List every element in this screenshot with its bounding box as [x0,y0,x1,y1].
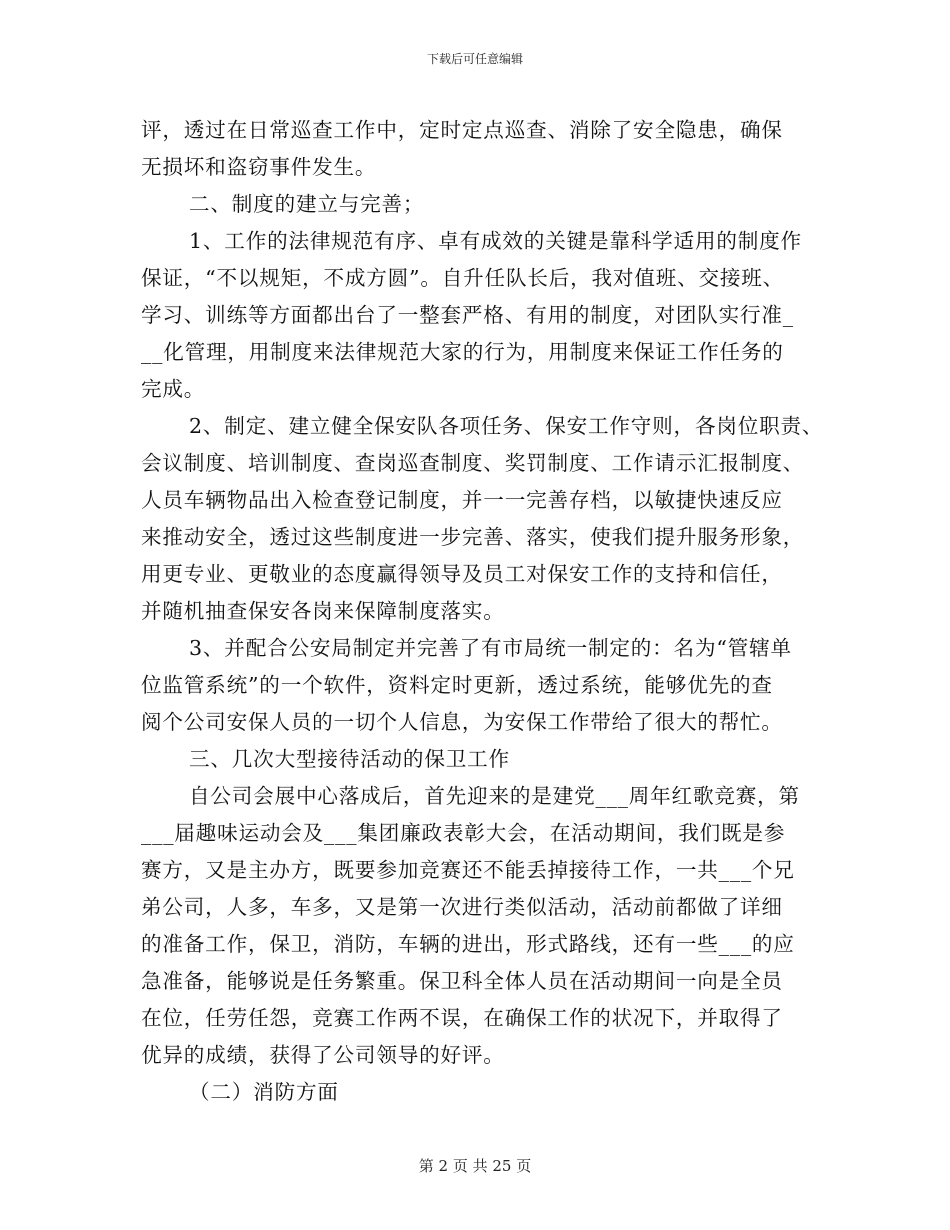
text-line: 2、制定、建立健全保安队各项任务、保安工作守则，各岗位职责、 [189,414,824,438]
text-line: 优异的成绩，获得了公司领导的好评。 [141,1043,505,1067]
page-header: 下载后可任意编辑 [426,52,523,66]
text-line: 评，透过在日常巡查工作中，定时定点巡查、消除了安全隐患，确保 [141,118,783,142]
text-line: （二）消防方面 [189,1080,339,1104]
text-line: 学习、训练等方面都出台了一整套严格、有用的制度，对团队实行准_ [141,303,794,327]
text-line: 的准备工作，保卫，消防，车辆的进出，形式路线，还有一些___的应 [141,932,795,956]
text-line: ___届趣味运动会及___集团廉政表彰大会，在活动期间，我们既是参 [141,821,786,845]
text-line: 三、几次大型接待活动的保卫工作 [189,747,510,771]
document-body [141,112,841,1111]
text-line: 阅个公司安保人员的一切个人信息，为安保工作带给了很大的帮忙。 [141,710,783,734]
text-line: __化管理，用制度来法律规范大家的行为，用制度来保证工作任务的 [141,340,784,364]
text-line: 保证，“不以规矩，不成方圆”。自升任队长后，我对值班、交接班、 [141,266,785,290]
text-line: 3、并配合公安局制定并完善了有市局统一制定的：名为“管辖单 [189,636,792,660]
text-line: 1、工作的法律规范有序、卓有成效的关键是靠科学适用的制度作 [189,229,802,253]
text-line: 弟公司，人多，车多，又是第一次进行类似活动，活动前都做了详细 [141,895,783,919]
text-line: 并随机抽查保安各岗来保障制度落实。 [141,599,505,623]
text-line: 会议制度、培训制度、查岗巡查制度、奖罚制度、工作请示汇报制度、 [141,451,805,475]
text-line: 无损坏和盗窃事件发生。 [141,155,377,179]
text-line: 在位，任劳任怨，竞赛工作两不误，在确保工作的状况下，并取得了 [141,1006,783,1030]
text-line: 完成。 [141,377,206,401]
text-line: 二、制度的建立与完善； [189,192,425,216]
text-line: 赛方，又是主办方，既要参加竞赛还不能丢掉接待工作，一共___个兄 [141,858,795,882]
text-line: 急准备，能够说是任务繁重。保卫科全体人员在活动期间一向是全员 [141,969,783,993]
page-footer: 第 2 页 共 25 页 [418,1157,532,1175]
text-line: 用更专业、更敬业的态度赢得领导及员工对保安工作的支持和信任， [141,562,783,586]
text-line: 自公司会展中心落成后，首先迎来的是建党___周年红歌竞赛，第 [189,784,800,808]
text-line: 位监管系统”的一个软件，资料定时更新，透过系统，能够优先的查 [141,673,773,697]
text-line: 来推动安全，透过这些制度进一步完善、落实，使我们提升服务形象， [141,525,805,549]
text-line: 人员车辆物品出入检查登记制度，并一一完善存档，以敏捷快速反应 [141,488,783,512]
